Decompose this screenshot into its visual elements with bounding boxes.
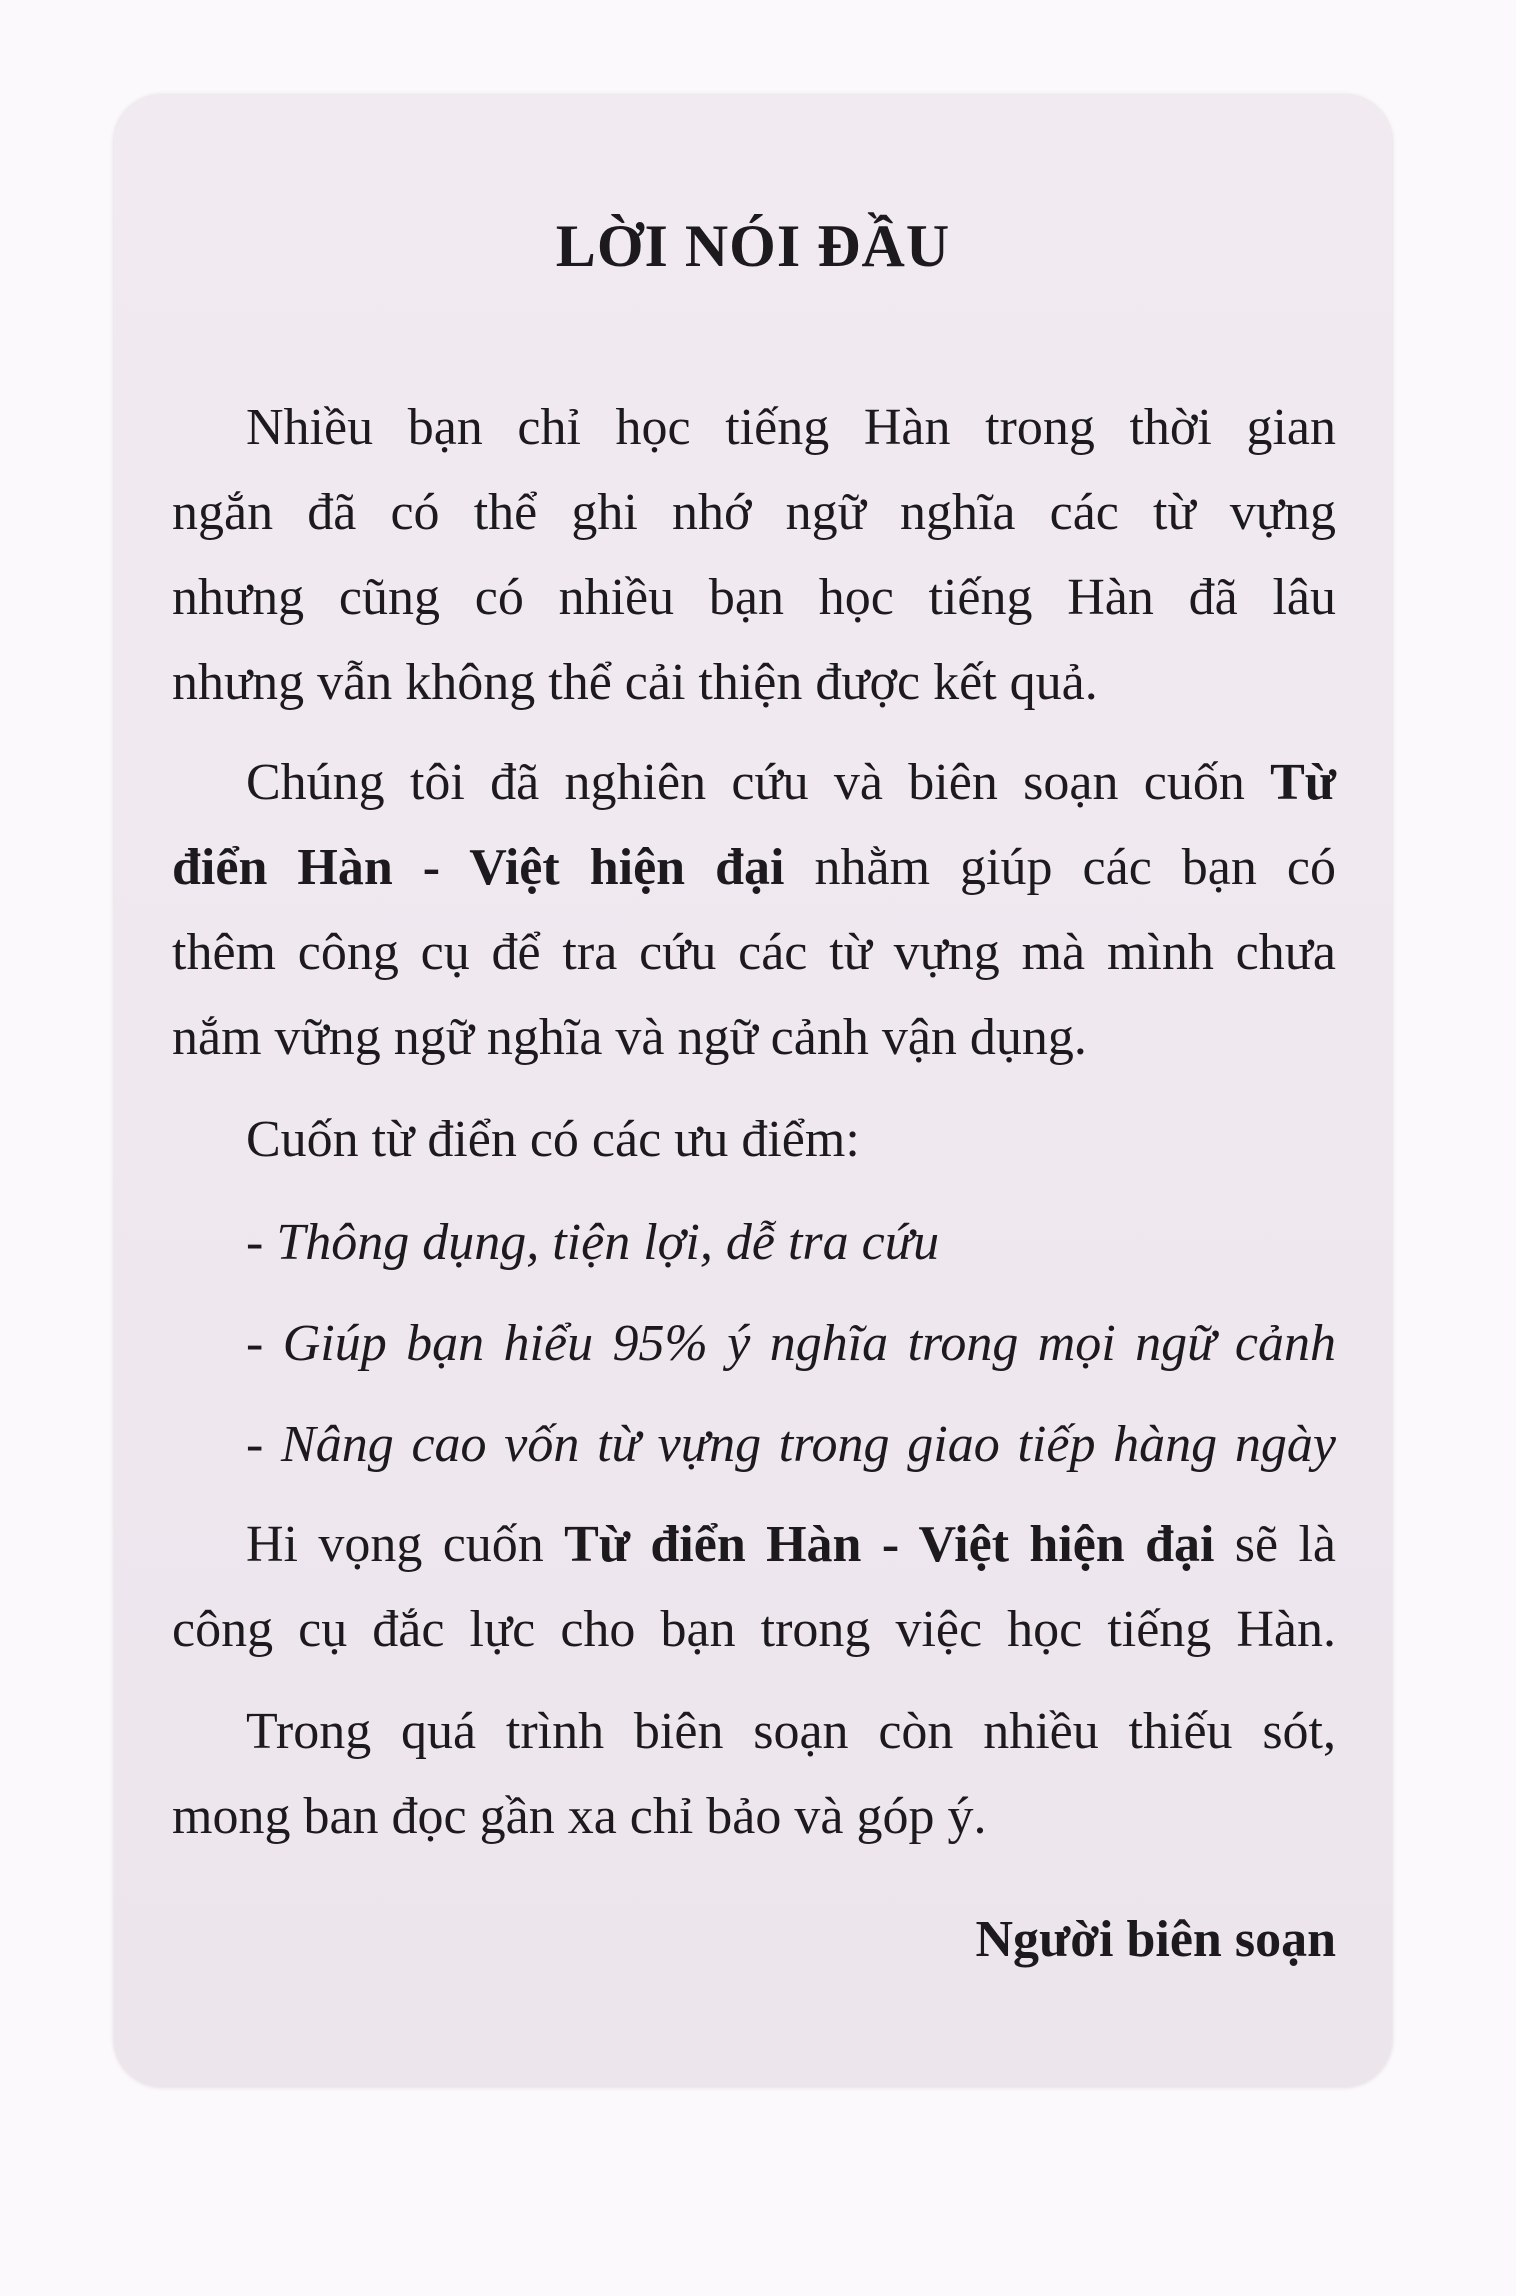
- bold-text: Từ điển Hàn - Việt hiện đại: [564, 1516, 1215, 1573]
- text-run: - Thông dụng, tiện lợi, dễ tra cứu: [246, 1214, 940, 1271]
- text-line: [172, 1513, 1336, 1577]
- text-run: Cuốn từ điển có các ưu điểm:: [246, 1111, 860, 1168]
- text-run: nắm vững ngữ nghĩa và ngữ cảnh vận dụng.: [172, 1009, 1087, 1066]
- text-line: [172, 566, 1336, 630]
- text-line: [172, 651, 1336, 715]
- text-line: [172, 1700, 1336, 1764]
- text-run: Nhiều bạn chỉ học tiếng Hàn trong thời gian: [246, 399, 1336, 456]
- text-line: [172, 1598, 1336, 1662]
- text-run: - Giúp bạn hiểu 95% ý nghĩa trong mọi ngữ cảnh: [246, 1315, 1336, 1372]
- text-line: [172, 481, 1336, 545]
- text-line: [172, 751, 1336, 815]
- text-run: nhưng cũng có nhiều bạn học tiếng Hàn đã lâu: [172, 569, 1336, 626]
- text-run: thêm công cụ để tra cứu các từ vựng mà mình chưa: [172, 924, 1336, 981]
- text-run: mong ban đọc gần xa chỉ bảo và góp ý.: [172, 1788, 987, 1845]
- page-title: LỜI NÓI ĐẦU: [555, 213, 951, 279]
- text-line: [172, 1211, 1336, 1275]
- text-run: sẽ là: [1214, 1516, 1336, 1573]
- bold-text: Từ: [1270, 754, 1336, 811]
- text-line: [172, 1413, 1336, 1477]
- bold-text: Người biên soạn: [975, 1911, 1336, 1968]
- text-line: [172, 1785, 1336, 1849]
- text-run: công cụ đắc lực cho bạn trong việc học tiếng Hàn.: [172, 1601, 1336, 1658]
- signature: [172, 1908, 1336, 1972]
- bold-text: điển Hàn - Việt hiện đại: [172, 839, 785, 896]
- text-run: ngắn đã có thể ghi nhớ ngữ nghĩa các từ vựng: [172, 484, 1336, 541]
- text-line: [172, 921, 1336, 985]
- text-run: nhằm giúp các bạn có: [784, 839, 1336, 896]
- text-run: nhưng vẫn không thể cải thiện được kết quả.: [172, 654, 1098, 711]
- text-run: Hi vọng cuốn: [246, 1516, 565, 1573]
- text-line: [172, 1108, 1336, 1172]
- text-line: [172, 836, 1336, 900]
- text-run: Chúng tôi đã nghiên cứu và biên soạn cuốn: [246, 754, 1271, 811]
- text-line: [172, 396, 1336, 460]
- text-line: [172, 1006, 1336, 1070]
- text-run: Trong quá trình biên soạn còn nhiều thiếu sót,: [246, 1703, 1336, 1760]
- text-run: - Nâng cao vốn từ vựng trong giao tiếp hàng ngày: [246, 1416, 1336, 1473]
- text-line: [172, 1312, 1336, 1376]
